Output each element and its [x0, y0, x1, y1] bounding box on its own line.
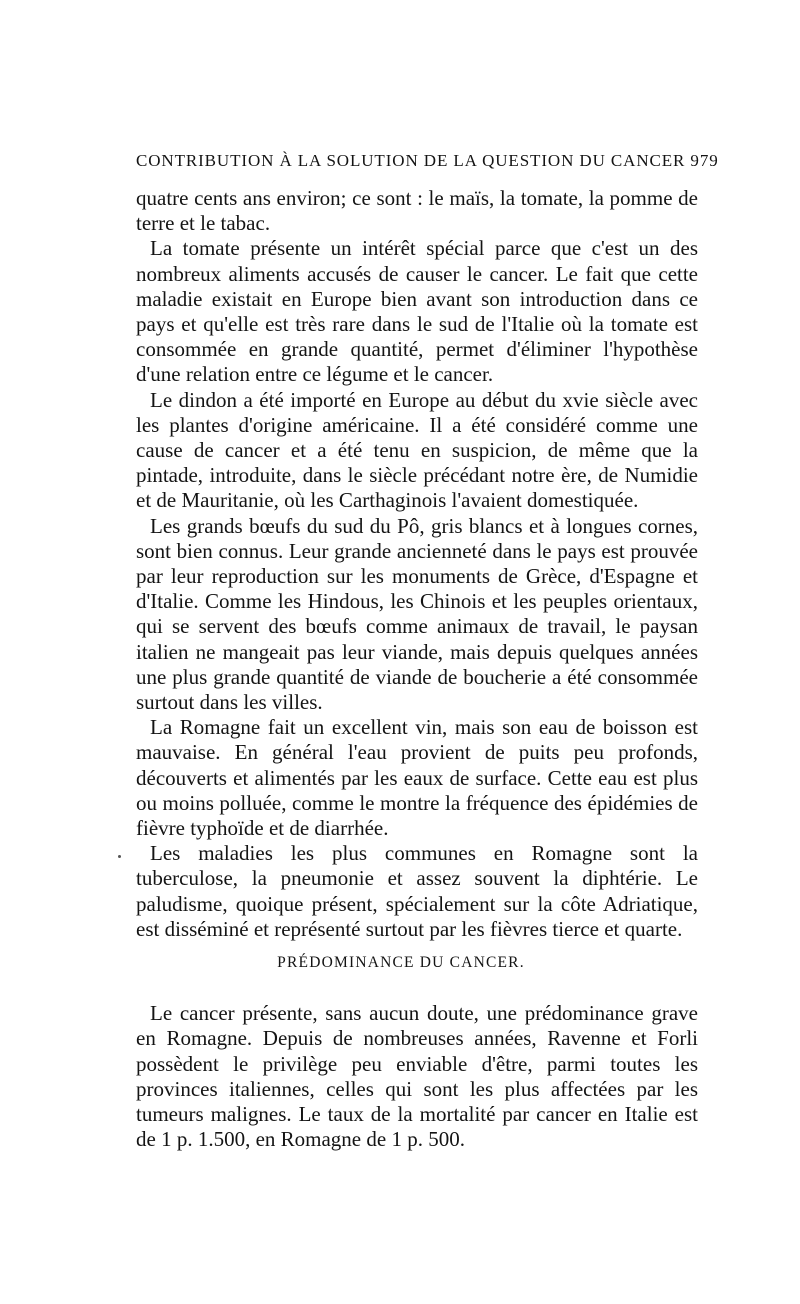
paragraph: Les grands bœufs du sud du Pô, gris blancs et à longues cornes, sont bien connus. Leur grande ancienneté dans le pays est prouvée par leur reproduction sur les monuments de Grèce, d'Espagne et d'Italie. Comme les Hindous, les Chinois et les peuples orientaux, qui se servent des bœufs comme animaux de travail, le paysan italien ne mangeait pas leur viande, mais depuis quelques années une plus grande quantité de viande de boucherie a été consommée surtout dans les villes.	[136, 513, 698, 715]
paragraph: Le dindon a été importé en Europe au début du xvie siècle avec les plantes d'origine américaine. Il a été considéré comme une cause de cancer et a été tenu en suspicion, de même que la pintade, introduite, dans le siècle précédant notre ère, de Numidie et de Mauritanie, où les Carthaginois l'avaient domestiquée.	[136, 387, 698, 513]
paragraph: La tomate présente un intérêt spécial parce que c'est un des nombreux aliments accusés de causer le cancer. Le fait que cette maladie existait en Europe bien avant son introduction dans ce pays et qu'elle est très rare dans le sud de l'Italie où la tomate est consommée en grande quantité, permet d'éliminer l'hypothèse d'une relation entre ce légume et le cancer.	[136, 236, 698, 387]
section-title: PRÉDOMINANCE DU CANCER.	[277, 954, 525, 972]
running-head: CONTRIBUTION À LA SOLUTION DE LA QUESTION DU CANCER 979	[136, 151, 719, 170]
paragraph: Les maladies les plus communes en Romagne sont la tuberculose, la pneumonie et assez souvent la diphtérie. Le paludisme, quoique présent, spécialement sur la côte Adriatique, est disséminé et représenté surtout par les fièvres tierce et quarte.	[136, 841, 698, 941]
paragraph: Le cancer présente, sans aucun doute, une prédominance grave en Romagne. Depuis de nombreuses années, Ravenne et Forli possèdent le privilège peu enviable d'être, parmi toutes les provinces italiennes, celles qui sont les plus affectées par les tumeurs malignes. Le taux de la mortalité par cancer en Italie est de 1 p. 1.500, en Romagne de 1 p. 500.	[136, 1001, 698, 1152]
scan-speck	[118, 855, 121, 858]
page	[136, 150, 719, 1152]
paragraph: quatre cents ans environ; ce sont : le maïs, la tomate, la pomme de terre et le tabac.	[136, 186, 698, 236]
paragraph: La Romagne fait un excellent vin, mais son eau de boisson est mauvaise. En général l'eau provient de puits peu profonds, découverts et alimentés par les eaux de surface. Cette eau est plus ou moins polluée, comme le montre la fréquence des épidémies de fièvre typhoïde et de diarrhée.	[136, 715, 698, 841]
body-text	[136, 186, 698, 1152]
